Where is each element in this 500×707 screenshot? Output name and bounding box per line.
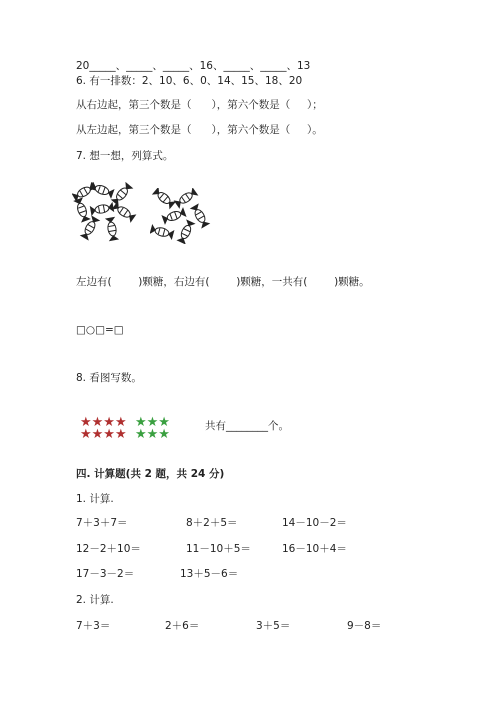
- calc-3-2: 13＋5－6＝: [180, 568, 239, 580]
- red-stars-row-2: ★★★★: [80, 427, 127, 442]
- q7-title: 7. 想一想，列算式。: [76, 150, 174, 162]
- q7-blanks: 左边有( )颗糖，右边有( )颗糖，一共有( )颗糖。: [76, 276, 370, 288]
- calc-b-2: 2＋6＝: [165, 620, 200, 632]
- p1-label: 1. 计算.: [76, 493, 114, 505]
- q6-title: 6. 有一排数：2、10、6、0、14、15、18、20: [76, 75, 303, 87]
- q6-line-left: 从左边起，第三个数是（ ），第六个数是（ ）。: [76, 124, 323, 136]
- calc-1-2: 8＋2＋5＝: [186, 517, 238, 529]
- p2-label: 2. 计算.: [76, 594, 114, 606]
- sequence-line: 20_____、_____、_____、16、_____、_____、13: [76, 60, 311, 72]
- calc-1-1: 7＋3＋7＝: [76, 517, 128, 529]
- q7-formula: □○□=□: [76, 324, 124, 336]
- q6-line-right: 从右边起，第三个数是（ ），第六个数是（ ）；: [76, 99, 323, 111]
- calc-b-3: 3＋5＝: [256, 620, 291, 632]
- calc-1-3: 14－10－2＝: [282, 517, 347, 529]
- calc-3-1: 17－3－2＝: [76, 568, 135, 580]
- green-stars-row-2: ★★★: [135, 427, 170, 442]
- section-4-heading: 四. 计算题(共 2 题，共 24 分): [76, 468, 225, 480]
- q8-title: 8. 看图写数。: [76, 372, 142, 384]
- green-stars-row-1: ★★★: [135, 415, 170, 430]
- calc-b-1: 7＋3＝: [76, 620, 111, 632]
- calc-2-3: 16－10＋4＝: [282, 543, 347, 555]
- right-candies-image: [150, 188, 212, 244]
- left-candies-image: [72, 182, 142, 242]
- calc-2-1: 12－2＋10＝: [76, 543, 141, 555]
- red-stars-row-1: ★★★★: [80, 415, 127, 430]
- calc-b-4: 9－8＝: [347, 620, 382, 632]
- calc-2-2: 11－10＋5＝: [186, 543, 251, 555]
- q8-answer: 共有________个。: [205, 420, 289, 432]
